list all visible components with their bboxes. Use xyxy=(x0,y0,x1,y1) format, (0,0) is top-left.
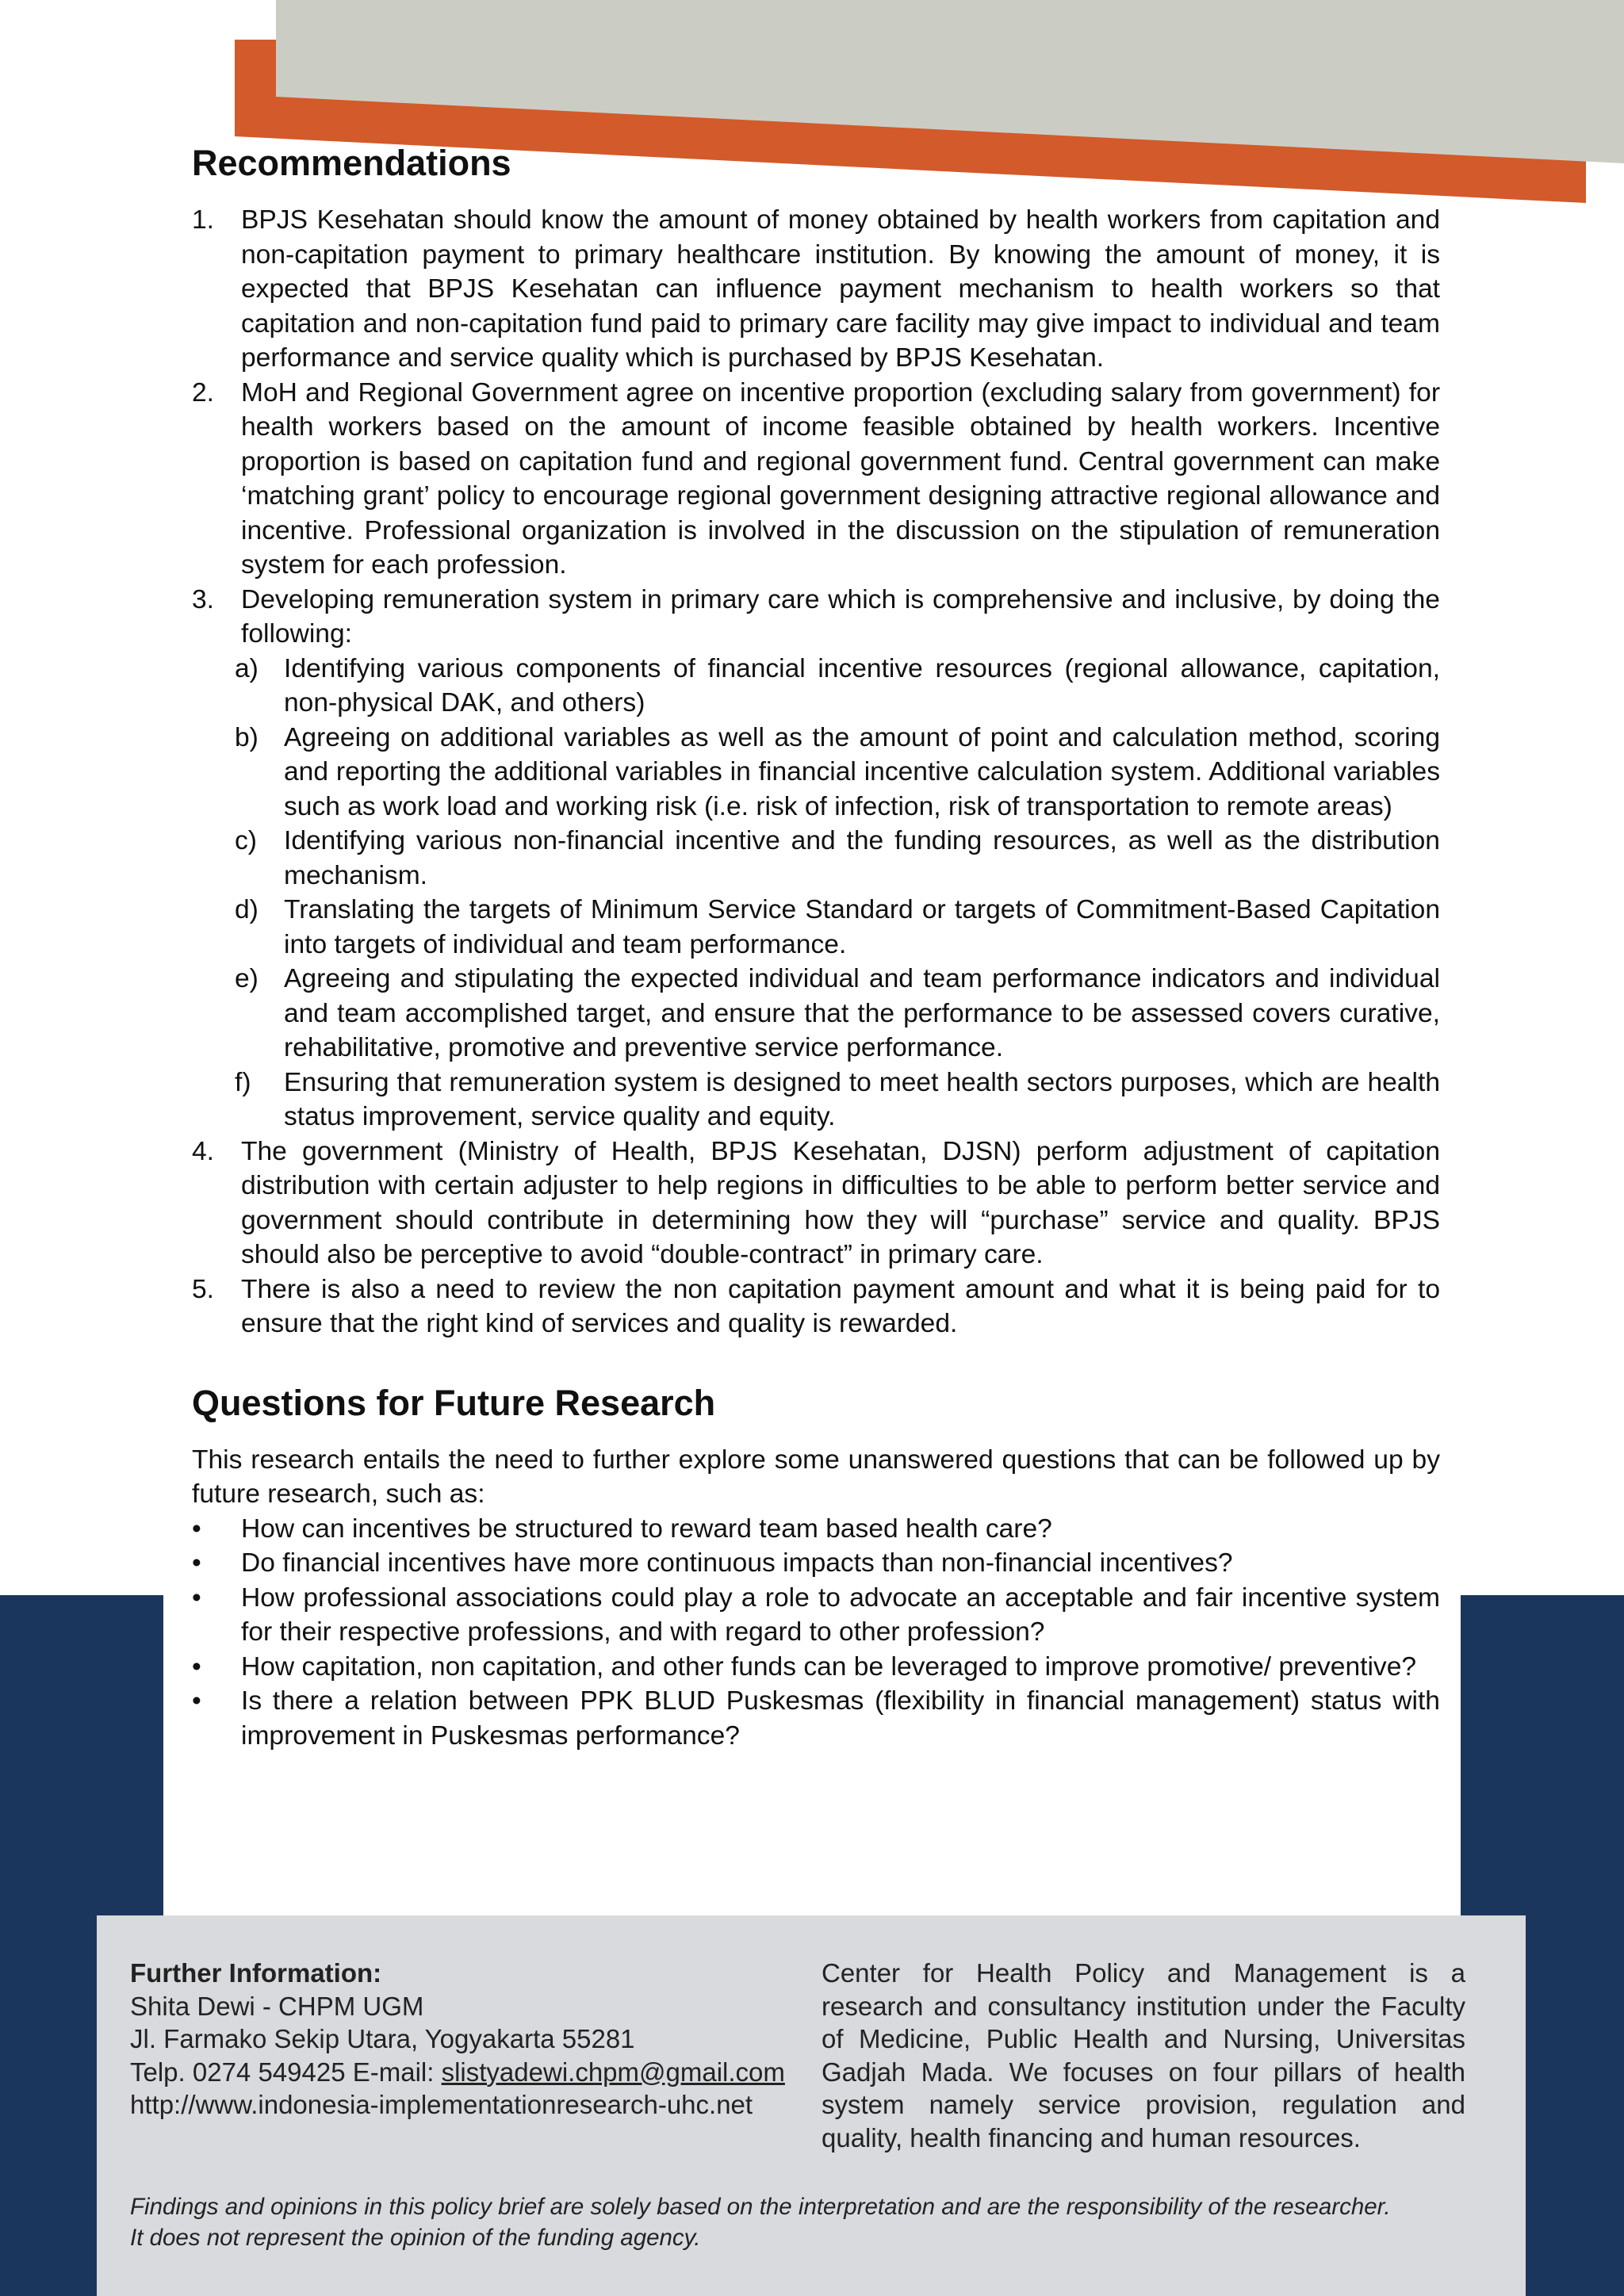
bullet-symbol: • xyxy=(192,1582,201,1613)
bullet-text: How capitation, non capitation, and other funds can be leveraged to improve promotive/ preventive? xyxy=(241,1651,1417,1682)
sub-item xyxy=(192,824,1440,893)
sub-item-letter: a) xyxy=(235,653,259,683)
item-text: Developing remuneration system in primary care which is comprehensive and inclusive, by doing the following: xyxy=(241,584,1440,649)
contact-name: Shita Dewi - CHPM UGM xyxy=(130,1991,424,2021)
sub-item-text: Ensuring that remuneration system is designed to meet health sectors purposes, which are health status improvement, service quality and equity. xyxy=(284,1067,1440,1131)
disclaimer xyxy=(130,2191,1494,2253)
recommendations-heading: Recommendations xyxy=(192,143,511,183)
question-bullet xyxy=(192,1650,1440,1685)
question-bullet xyxy=(192,1546,1440,1581)
footer-info-box xyxy=(97,1915,1526,2296)
bullet-symbol: • xyxy=(192,1548,201,1578)
contact-block xyxy=(130,1957,796,2122)
recommendation-item xyxy=(192,583,1440,652)
bullet-text: Is there a relation between PPK BLUD Puskesmas (flexibility in financial management) status with improvement in Puskesmas performance? xyxy=(241,1686,1440,1751)
sub-item-letter: e) xyxy=(235,964,259,993)
question-bullet xyxy=(192,1512,1440,1547)
sub-item xyxy=(192,1066,1440,1135)
bullet-text: Do financial incentives have more continuous impacts than non-financial incentives? xyxy=(241,1548,1233,1578)
bullet-symbol: • xyxy=(192,1513,201,1544)
sub-item-letter: b) xyxy=(235,722,259,752)
contact-address: Jl. Farmako Sekip Utara, Yogyakarta 55281 xyxy=(130,2024,635,2053)
sub-item-letter: d) xyxy=(235,895,259,924)
sub-item xyxy=(192,652,1440,721)
sub-item-text: Translating the targets of Minimum Service Standard or targets of Commitment-Based Capitation into targets of individual and team performance. xyxy=(284,895,1440,959)
questions-intro: This research entails the need to further explore some unanswered questions that can be followed up by future research, such as: xyxy=(192,1445,1440,1509)
email-link[interactable]: slistyadewi.chpm@gmail.com xyxy=(441,2057,785,2087)
item-number: 5. xyxy=(192,1274,215,1304)
item-text: BPJS Kesehatan should know the amount of money obtained by health workers from capitation and non-capitation payment to primary healthcare institution. By knowing the amount of money, it is expected that BPJS Kesehatan can influence payment mechanism to health workers so that capitation and non-capitation fund paid to primary care facility may give impact to individual and team performance and service quality which is purchased by BPJS Kesehatan. xyxy=(241,205,1440,373)
item-number: 1. xyxy=(192,205,215,235)
sub-item xyxy=(192,893,1440,962)
recommendation-item xyxy=(192,376,1440,583)
sub-item-text: Identifying various components of financial incentive resources (regional allowance, capitation, non-physical DAK, and others) xyxy=(284,653,1440,718)
question-bullet xyxy=(192,1581,1440,1650)
sub-item-text: Agreeing on additional variables as well as the amount of point and calculation method, scoring and reporting the additional variables in financial incentive calculation system. Additional variables such as work load and working risk (i.e. risk of infection, risk of transportation to remote areas) xyxy=(284,722,1440,821)
questions-heading: Questions for Future Research xyxy=(192,1382,716,1423)
website-link[interactable]: http://www.indonesia-implementationresearch-uhc.net xyxy=(130,2090,753,2119)
bullet-symbol: • xyxy=(192,1686,201,1716)
item-number: 4. xyxy=(192,1136,215,1166)
recommendation-item xyxy=(192,203,1440,376)
item-number: 3. xyxy=(192,584,215,614)
item-text: The government (Ministry of Health, BPJS Kesehatan, DJSN) perform adjustment of capitation distribution with certain adjuster to help regions in difficulties to be able to perform better service and government should contribute in determining how they will “purchase” service and quality. BPJS should also be perceptive to avoid “double-contract” in primary care. xyxy=(241,1136,1440,1269)
recommendation-item xyxy=(192,1135,1440,1272)
phone-text: Telp. 0274 549425 E-mail: xyxy=(130,2057,442,2087)
further-info-label: Further Information: xyxy=(130,1958,382,1988)
question-bullet xyxy=(192,1684,1440,1753)
sub-item xyxy=(192,962,1440,1066)
bullet-text: How can incentives be structured to reward team based health care? xyxy=(241,1513,1052,1544)
item-text: There is also a need to review the non capitation payment amount and what it is being paid for to ensure that the right kind of services and quality is rewarded. xyxy=(241,1274,1440,1338)
item-number: 2. xyxy=(192,377,215,408)
sub-item-text: Agreeing and stipulating the expected individual and team performance indicators and individual and team accomplished target, and ensure that the performance to be assessed covers curative, rehabilitative, promotive and preventive service performance. xyxy=(284,964,1440,1062)
sub-item xyxy=(192,721,1440,825)
bullet-text: How professional associations could play a role to advocate an acceptable and fair incentive system for their respective professions, and with regard to other profession? xyxy=(241,1582,1440,1647)
main-content xyxy=(192,140,1440,1753)
bullet-symbol: • xyxy=(192,1651,201,1682)
sub-item-letter: c) xyxy=(235,826,257,855)
disclaimer-line-1: Findings and opinions in this policy brief are solely based on the interpretation and are the responsibility of the researcher. xyxy=(130,2194,1391,2220)
contact-phone-email xyxy=(130,2056,796,2089)
recommendation-item xyxy=(192,1272,1440,1341)
item-text: MoH and Regional Government agree on incentive proportion (excluding salary from government) for health workers based on the amount of income feasible obtained by health workers. Incentive proportion is based on capitation fund and regional government fund. Central government can make ‘matching grant’ policy to encourage regional government designing attractive regional allowance and incentive. Professional organization is involved in the discussion on the stipulation of remuneration system for each profession. xyxy=(241,377,1440,580)
disclaimer-line-2: It does not represent the opinion of the funding agency. xyxy=(130,2225,701,2251)
sub-item-text: Identifying various non-financial incentive and the funding resources, as well as the distribution mechanism. xyxy=(284,826,1440,890)
sub-item-letter: f) xyxy=(235,1067,251,1097)
about-text: Center for Health Policy and Management is a research and consultancy institution under the Faculty of Medicine, Public Health and Nursing, Universitas Gadjah Mada. We focuses on four pillars of health system namely service provision, regulation and quality, health financing and human resources. xyxy=(822,1958,1465,2152)
